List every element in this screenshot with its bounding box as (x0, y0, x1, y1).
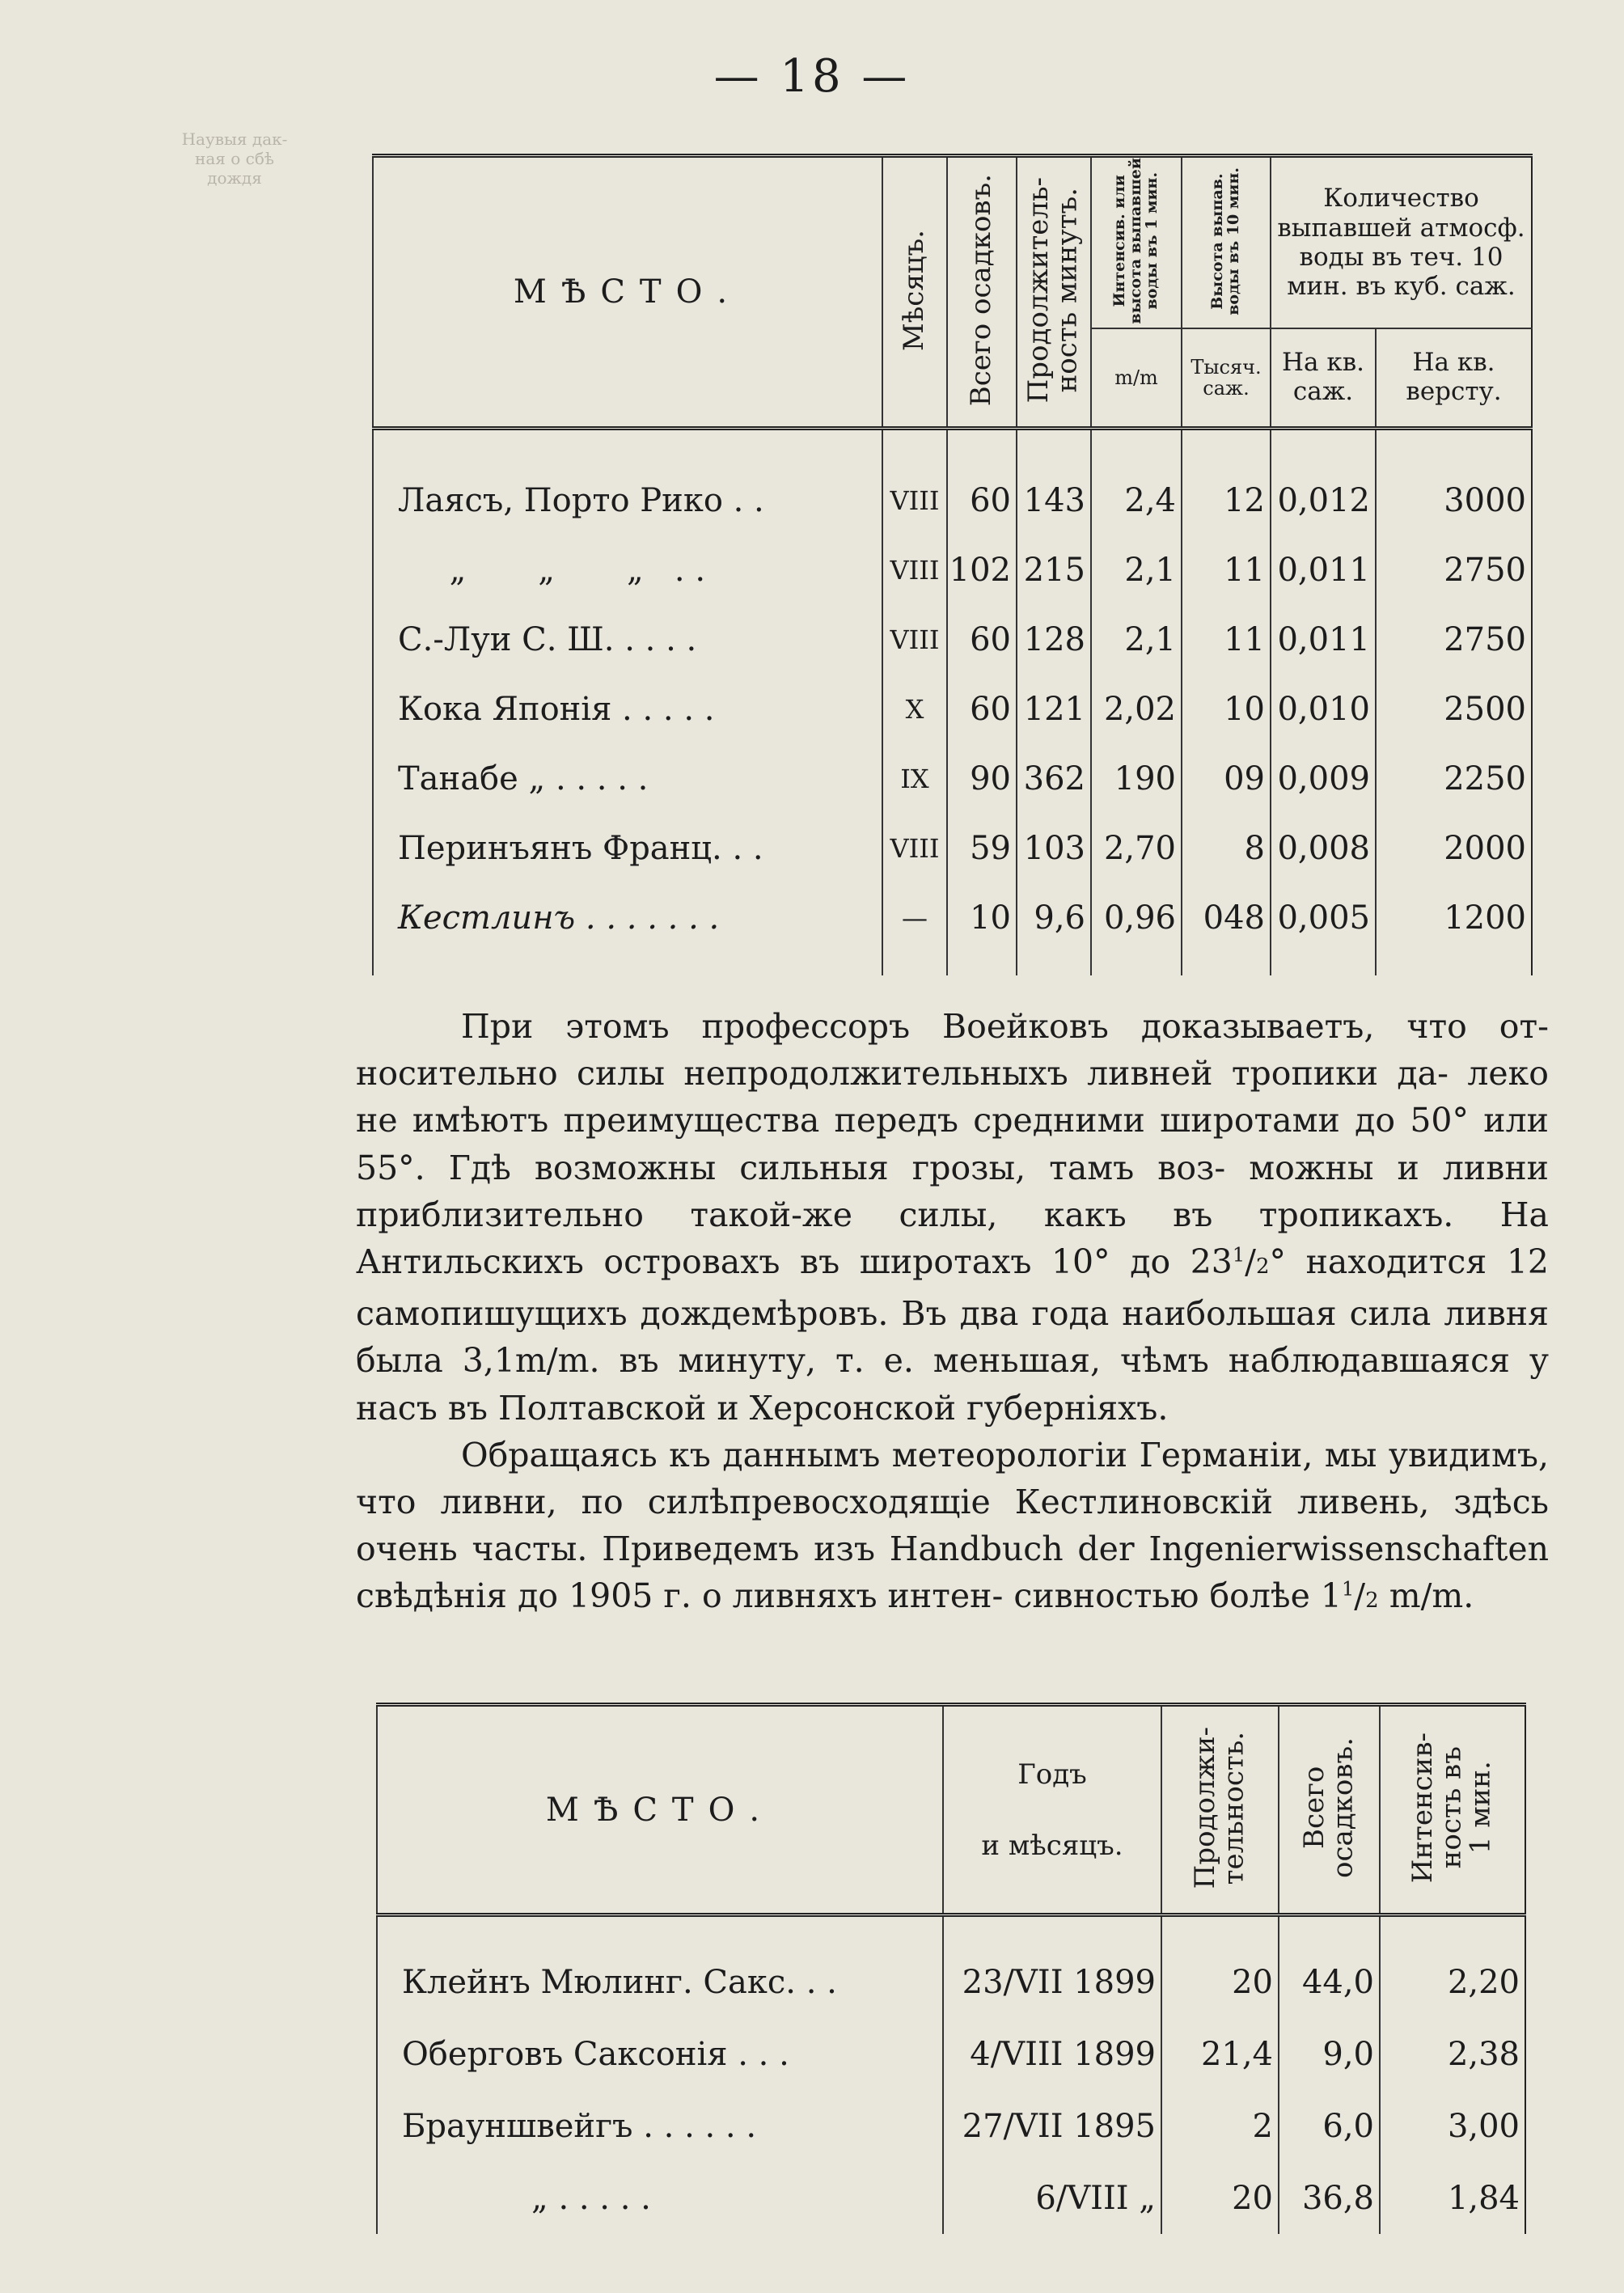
cell-month: VIII (882, 429, 947, 536)
text-line: Ingenierwissenschaften свѣдѣнія до 1905 г. о ливняхъ интен- (356, 1529, 1549, 1616)
cell-per-verst: 2500 (1376, 675, 1532, 744)
cell-per-verst: 2000 (1376, 814, 1532, 883)
cell-total: 10 (947, 883, 1017, 975)
cell-total: 6,0 (1279, 2090, 1380, 2162)
cell-height10: 09 (1182, 744, 1271, 814)
cell-month: VIII (882, 535, 947, 605)
table-row (373, 535, 1532, 605)
text-fragment: ° находится 12 самопишущихъ дождемѣровъ. Въ два (356, 1242, 1549, 1334)
cell-duration: 215 (1017, 535, 1091, 605)
table-row (373, 744, 1532, 814)
paragraph-germany (356, 1432, 1549, 1625)
cell-intensity: 2,1 (1091, 605, 1182, 675)
cell-place: Оберговъ Саксонія . . . (377, 2018, 943, 2090)
cell-total: 90 (947, 744, 1017, 814)
text-line: можны и ливни приблизительно такой-же силы, какъ въ (356, 1148, 1549, 1234)
header-month: Мѣсяцъ. (882, 156, 947, 429)
subscript: 2 (1256, 1254, 1270, 1280)
cell-per-verst: 2750 (1376, 605, 1532, 675)
subscript: 2 (1365, 1589, 1379, 1614)
cell-per-sazh: 0,008 (1271, 814, 1376, 883)
cell-intensity: 2,70 (1091, 814, 1182, 883)
cell-per-verst: 2750 (1376, 535, 1532, 605)
cell-per-sazh: 0,009 (1271, 744, 1376, 814)
cell-place: Перинъянъ Франц. . . (373, 814, 882, 883)
cell-place: С.-Луи С. Ш. . . . . (373, 605, 882, 675)
header-total: Всего осадковъ. (947, 156, 1017, 429)
body-text (356, 1003, 1549, 1625)
cell-duration: 128 (1017, 605, 1091, 675)
cell-height10: 8 (1182, 814, 1271, 883)
cell-per-sazh: 0,005 (1271, 883, 1376, 975)
text-line: ливень, здѣсь очень часты. Приведемъ изъ Handbuch der (356, 1483, 1549, 1569)
cell-per-verst: 3000 (1376, 429, 1532, 536)
cell-month: X (882, 675, 947, 744)
cell-place: „ . . . . . (377, 2162, 943, 2234)
cell-month: — (882, 883, 947, 975)
cell-total: 102 (947, 535, 1017, 605)
cell-duration: 21,4 (1161, 2018, 1279, 2090)
cell-place: Танабе „ . . . . . (373, 744, 882, 814)
header-per-sq-verst: На кв. версту. (1376, 328, 1532, 429)
cell-intensity: 190 (1091, 744, 1182, 814)
cell-date: 6/VIII „ (943, 2162, 1161, 2234)
cell-intensity: 3,00 (1380, 2090, 1525, 2162)
table-row (373, 605, 1532, 675)
header-unit-thousand: Тысяч. саж. (1182, 328, 1271, 429)
cell-per-sazh: 0,010 (1271, 675, 1376, 744)
cell-intensity: 2,38 (1380, 2018, 1525, 2090)
cell-total: 44,0 (1279, 1915, 1380, 2019)
cell-date: 27/VII 1895 (943, 2090, 1161, 2162)
header-year: Годъ (1017, 1758, 1087, 1791)
text-line: При этомъ профессоръ Воейковъ доказываетъ, что от- (461, 1007, 1549, 1046)
text-line: до 23 (1130, 1242, 1233, 1282)
cell-height10: 048 (1182, 883, 1271, 975)
header-place: МѢСТО. (373, 156, 882, 429)
header-place: МѢСТО. (377, 1705, 943, 1915)
bleed-through-text: Наувыя дак- ная о сбѣ дождя (181, 129, 288, 188)
cell-height10: 11 (1182, 605, 1271, 675)
table-row (377, 2162, 1525, 2234)
text-line: леко не имѣютъ преимущества передъ средними широтами (356, 1054, 1549, 1140)
cell-intensity: 0,96 (1091, 883, 1182, 975)
cell-height10: 12 (1182, 429, 1271, 536)
cell-place: Кока Японія . . . . . (373, 675, 882, 744)
cell-date: 23/VII 1899 (943, 1915, 1161, 2019)
text-fragment: m/m. (1378, 1576, 1474, 1616)
text-line: увидимъ, что ливни, по силѣпревосходящіе Кестлиновскій (356, 1435, 1549, 1522)
header-duration: Продолжи- тельность. (1161, 1705, 1279, 1915)
cell-height10: 10 (1182, 675, 1271, 744)
superscript: 1 (1342, 1577, 1355, 1601)
text-line: Херсонской губерніяхъ. (749, 1388, 1169, 1428)
cell-month: VIII (882, 814, 947, 883)
text-line: года наибольшая сила ливня была 3,1m/m. въ минуту, т. е. (356, 1294, 1550, 1381)
cell-height10: 11 (1182, 535, 1271, 605)
table-row (377, 2090, 1525, 2162)
cell-duration: 2 (1161, 2090, 1279, 2162)
cell-intensity: 2,20 (1380, 1915, 1525, 2019)
page-number: — 18 — (713, 50, 911, 103)
cell-month: VIII (882, 605, 947, 675)
cell-month: IX (882, 744, 947, 814)
cell-duration: 121 (1017, 675, 1091, 744)
text-line: тропикахъ. На Антильскихъ островахъ въ широтахъ 10° (356, 1195, 1549, 1282)
header-quantity: Количество выпавшей атмосф. воды въ теч. 10 мин. въ куб. саж. (1271, 156, 1532, 329)
text-line: сивностью болѣе 1 (1013, 1576, 1342, 1616)
cell-duration: 20 (1161, 1915, 1279, 2019)
cell-per-sazh: 0,011 (1271, 535, 1376, 605)
cell-total: 59 (947, 814, 1017, 883)
text-fragment: / (1354, 1576, 1366, 1616)
cell-place: „ „ „ . . (373, 535, 882, 605)
cell-intensity: 2,1 (1091, 535, 1182, 605)
cell-duration: 143 (1017, 429, 1091, 536)
cell-total: 36,8 (1279, 2162, 1380, 2234)
table-row (373, 429, 1532, 536)
cell-per-verst: 1200 (1376, 883, 1532, 975)
table-row (373, 675, 1532, 744)
header-month: и мѣсяцъ. (981, 1829, 1123, 1862)
header-intensity: Интенсив- ность въ 1 мин. (1380, 1705, 1525, 1915)
text-line: Обращаясь къ даннымъ метеорологіи Германіи, мы (461, 1435, 1377, 1474)
cell-duration: 362 (1017, 744, 1091, 814)
text-line: до 50° или 55°. Гдѣ возможны сильныя грозы, тамъ воз- (356, 1101, 1549, 1187)
cell-total: 9,0 (1279, 2018, 1380, 2090)
table-row (377, 2018, 1525, 2090)
rainfall-table-1 (372, 154, 1533, 975)
cell-place: Лаясъ, Порто Рико . . (373, 429, 882, 536)
cell-per-sazh: 0,012 (1271, 429, 1376, 536)
cell-intensity: 2,4 (1091, 429, 1182, 536)
table-row (373, 883, 1532, 975)
cell-total: 60 (947, 605, 1017, 675)
table-row (377, 1915, 1525, 2019)
header-unit-mm: m/m (1091, 328, 1182, 429)
cell-place: Кестлинъ . . . . . . . (373, 883, 882, 975)
cell-intensity: 1,84 (1380, 2162, 1525, 2234)
superscript: 1 (1232, 1243, 1245, 1267)
header-total: Всего осадковъ. (1279, 1705, 1380, 1915)
cell-place: Клейнъ Мюлинг. Сакс. . . (377, 1915, 943, 2019)
header-per-sq-sazh: На кв. саж. (1271, 328, 1376, 429)
cell-duration: 9,6 (1017, 883, 1091, 975)
header-year-month (943, 1705, 1161, 1915)
cell-intensity: 2,02 (1091, 675, 1182, 744)
text-fragment: / (1245, 1242, 1256, 1282)
rainfall-table-2 (376, 1703, 1526, 2234)
header-height10: Высота выпав. воды въ 10 мин. (1182, 156, 1271, 329)
cell-duration: 20 (1161, 2162, 1279, 2234)
cell-per-verst: 2250 (1376, 744, 1532, 814)
cell-total: 60 (947, 675, 1017, 744)
paragraph-voeikov (356, 1003, 1549, 1432)
header-intensity: Интенсив. или высота выпавшей воды въ 1 мин. (1091, 156, 1182, 329)
cell-per-sazh: 0,011 (1271, 605, 1376, 675)
cell-duration: 103 (1017, 814, 1091, 883)
cell-place: Брауншвейгъ . . . . . . (377, 2090, 943, 2162)
table-row (373, 814, 1532, 883)
cell-total: 60 (947, 429, 1017, 536)
header-duration: Продолжитель- ность минутъ. (1017, 156, 1091, 429)
cell-date: 4/VIII 1899 (943, 2018, 1161, 2090)
text-line: носительно силы непродолжительныхъ ливней тропики да- (356, 1054, 1448, 1094)
text-line: меньшая, чѣмъ наблюдавшаяся у насъ въ Полтавской и (356, 1341, 1549, 1428)
